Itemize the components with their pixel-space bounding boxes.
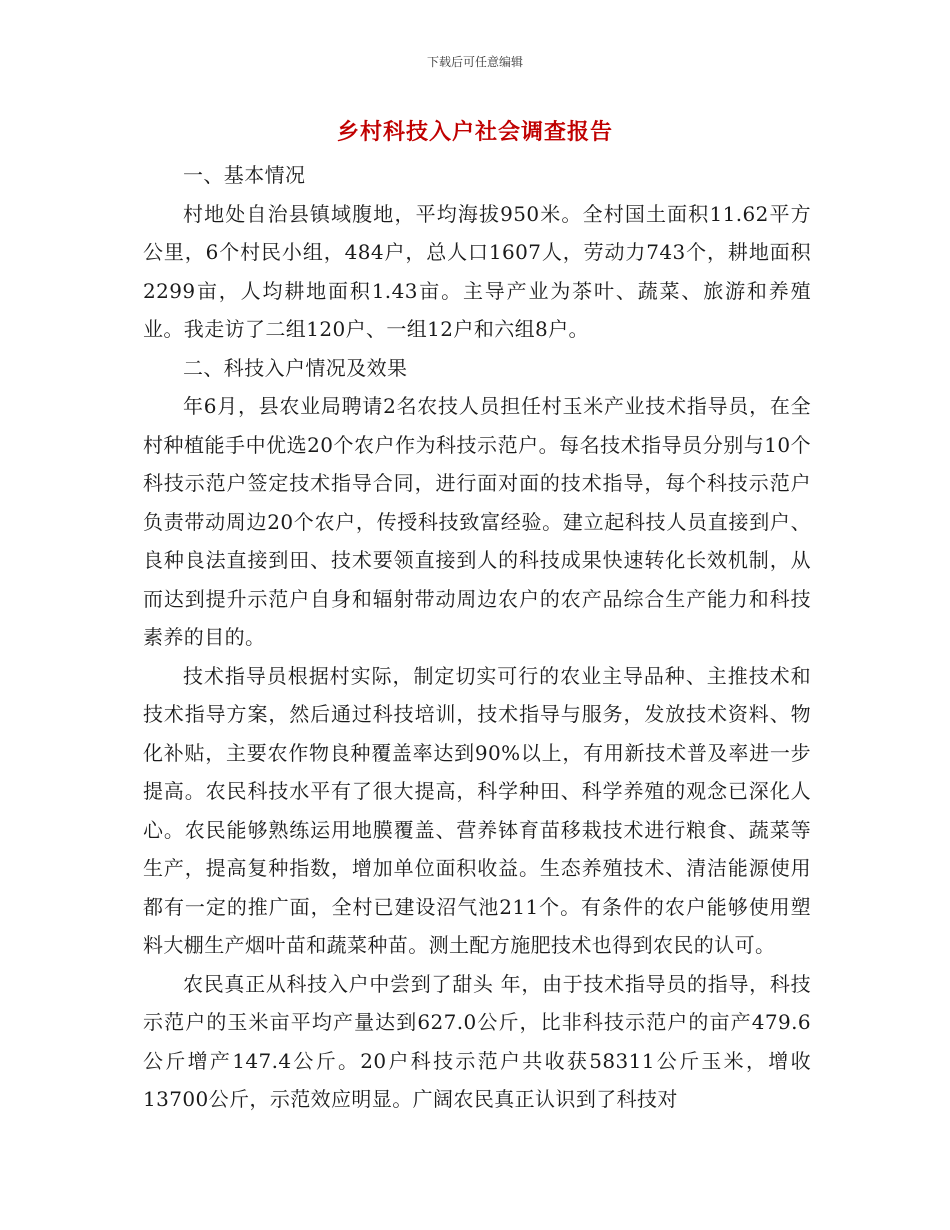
- document-body: [143, 156, 811, 1119]
- document-title: 乡村科技入户社会调查报告: [336, 120, 613, 145]
- header-note: 下载后可任意编辑: [426, 55, 523, 69]
- paragraph-tech-program: 年6月，县农业局聘请2名农技人员担任村玉米产业技术指导员，在全村种植能手中优选20个农户作为科技示范户。每名技术指导员分别与10个科技示范户签定技术指导合同，进行面对面的技术指导，每个科技示范户负责带动周边20个农户，传授科技致富经验。建立起科技人员直接到户、良种良法直接到田、技术要领直接到人的科技成果快速转化长效机制，从而达到提升示范户自身和辐射带动周边农户的农产品综合生产能力和科技素养的目的。: [143, 394, 811, 649]
- paragraph-tech-guidance: 技术指导员根据村实际，制定切实可行的农业主导品种、主推技术和技术指导方案，然后通过科技培训，技术指导与服务，发放技术资料、物化补贴，主要农作物良种覆盖率达到90%以上，有用新技术普及率进一步提高。农民科技水平有了很大提高，科学种田、科学养殖的观念已深化人心。农民能够熟练运用地膜覆盖、营养钵育苗移栽技术进行粮食、蔬菜等生产，提高复种指数，增加单位面积收益。生态养殖技术、清洁能源使用都有一定的推广面，全村已建设沼气池211个。有条件的农户能够使用塑料大棚生产烟叶苗和蔬菜种苗。测土配方施肥技术也得到农民的认可。: [143, 663, 811, 957]
- paragraph-basic-info: 村地处自治县镇域腹地，平均海拔950米。全村国土面积11.62平方公里，6个村民小组，484户，总人口1607人，劳动力743个，耕地面积2299亩，人均耕地面积1.43亩。主导产业为茶叶、蔬菜、旅游和养殖业。我走访了二组120户、一组12户和六组8户。: [143, 201, 811, 341]
- section-heading-tech: 二、科技入户情况及效果: [183, 355, 408, 380]
- section-heading-basic: 一、基本情况: [183, 163, 306, 187]
- paragraph-tech-results: 农民真正从科技入户中尝到了甜头 年，由于技术指导员的指导，科技示范户的玉米亩平均产量达到627.0公斤，比非科技示范户的亩产479.6公斤增产147.4公斤。20户科技示范户共收获58311公斤玉米，增收13700公斤，示范效应明显。广阔农民真正认识到了科技对: [143, 971, 811, 1111]
